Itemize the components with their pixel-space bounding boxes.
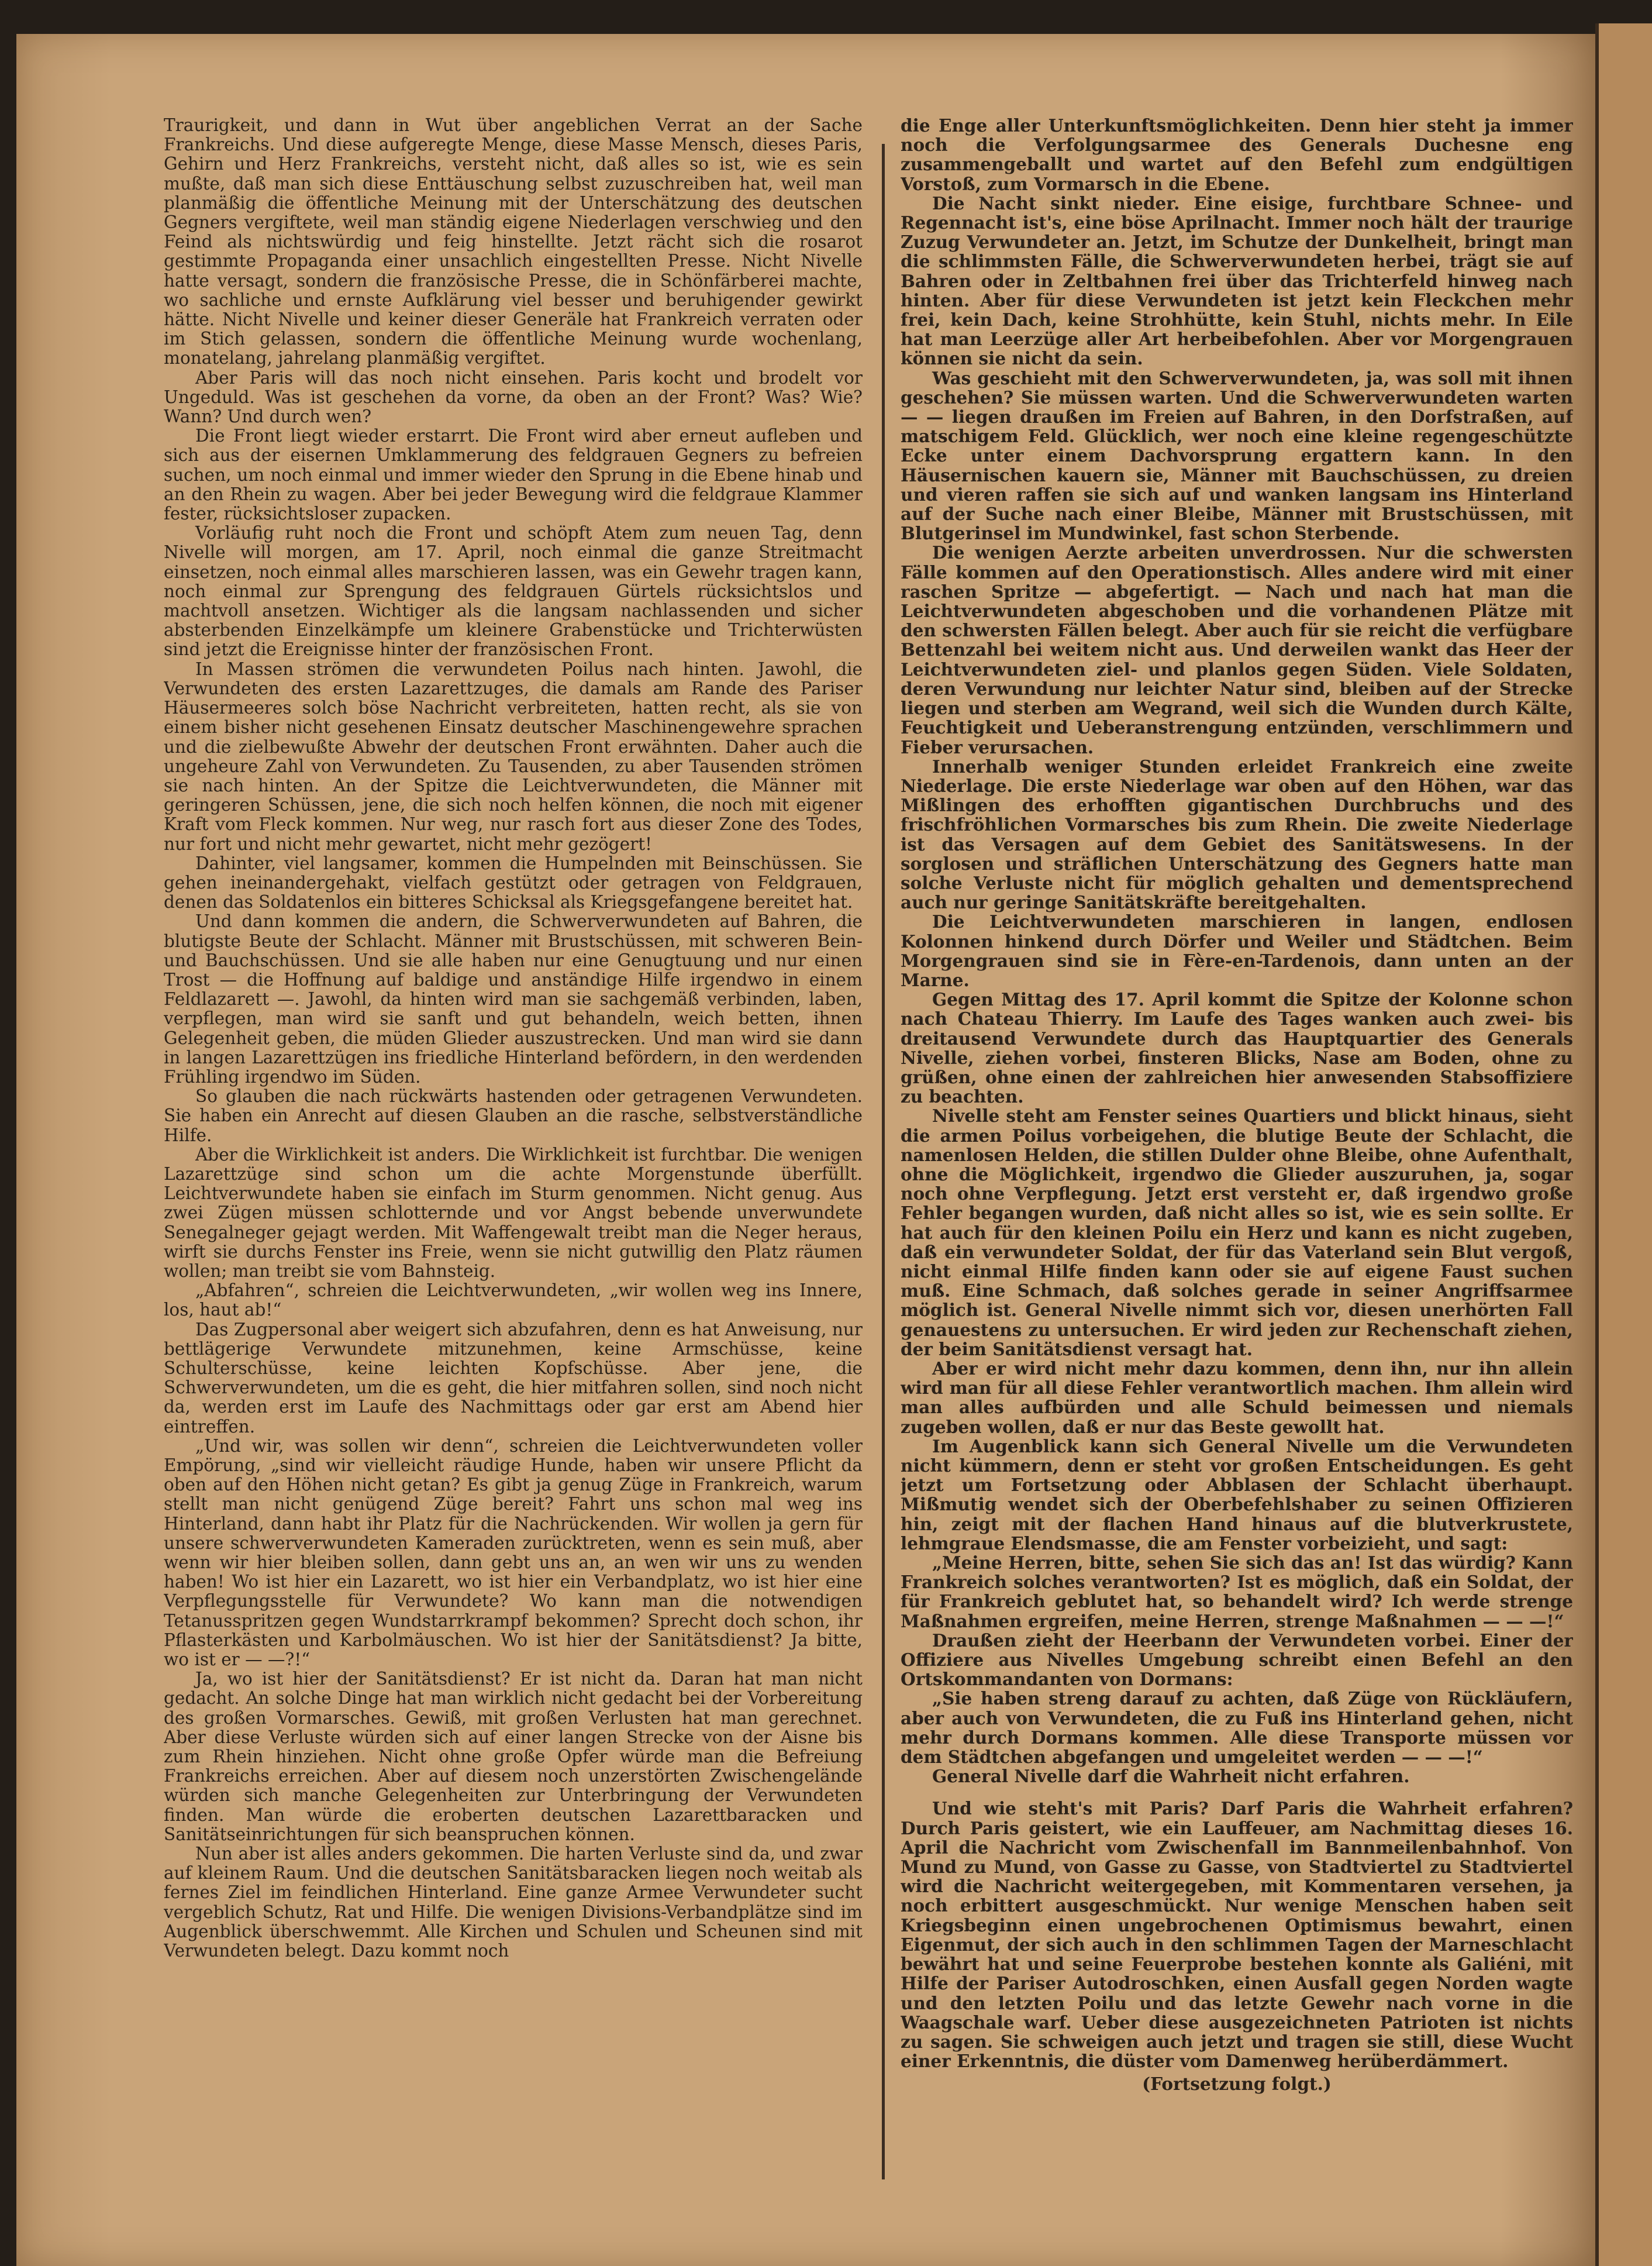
article-paragraph: „Sie haben streng darauf zu achten, daß Züge von Rückläufern, aber auch von Verwundeten, die zu Fuß ins Hinterland gehen, nicht mehr durch Dormans kommen. Alle diese Transporte müssen vor dem Städtchen abgefangen und umgeleitet werden — — —!“ — [901, 1688, 1573, 1768]
article-paragraph: Die Leichtverwundeten marschieren in langen, endlosen Kolonnen hinkend durch Dörfer und Weiler und Städtchen. Beim Morgengrauen sind sie in Fère-en-Tardenois, dann unten an der Marne. — [901, 911, 1573, 990]
article-paragraph: „Und wir, was sollen wir denn“, schreien die Leichtverwundeten voller Empörung, „sind wir vielleicht räudige Hunde, haben wir unsere Pflicht da oben auf den Höhen nicht getan? Es gibt ja genug Züge in Frankreich, warum stellt man nicht genügend Züge bereit? Fahrt uns schon mal weg ins Hinterland, dann habt ihr Platz für die Nachrückenden. Wir wollen ja gern für unsere schwerverwundeten Kameraden zurücktreten, wenn es sein muß, aber wenn wir hier bleiben sollen, dann gebt uns an, an wen wir uns zu wenden haben! Wo ist hier ein Lazarett, wo ist hier ein Verbandplatz, wo ist hier eine Verpflegungsstelle für Verwundete? Wo kann man die notwendigen Tetanusspritzen gegen Wundstarrkrampf bekommen? Sprecht doch schon, ihr Pflasterkästen und Karbolmäuschen. Wo ist hier der Sanitätsdienst? Ja bitte, wo ist er — —?!“ — [164, 1435, 863, 1670]
article-paragraph: Die Nacht sinkt nieder. Eine eisige, furchtbare Schnee- und Regennacht ist's, eine böse Aprilnacht. Immer noch hält der traurige Zuzug Verwundeter an. Jetzt, im Schutze der Dunkelheit, bringt man die schlimmsten Fälle, die Schwerverwundeten herbei, trägt sie auf Bahren oder in Zeltbahnen frei über das Trichterfeld hinweg nach hinten. Aber für diese Verwundeten ist jetzt kein Fleckchen mehr frei, kein Dach, keine Strohhütte, kein Stuhl, nichts mehr. In Eile hat man Leerzüge aller Art herbeibefohlen. Aber vor Morgengrauen können sie nicht da sein. — [901, 192, 1573, 369]
article-paragraph: So glauben die nach rückwärts hastenden oder getragenen Verwundeten. Sie haben ein Anrecht auf diesen Glauben an die rasche, selbstverständliche Hilfe. — [164, 1086, 863, 1145]
article-paragraph: Nivelle steht am Fenster seines Quartiers und blickt hinaus, sieht die armen Poilus vorbeigehen, die blutige Beute der Schlacht, die namenlosen Helden, die stillen Dulder ohne Bleibe, ohne Aufenthalt, ohne die Möglichkeit, irgendwo die Glieder auszuruhen, ja, sogar noch ohne Verpflegung. Jetzt erst versteht er, daß irgendwo große Fehler begangen wurden, daß nicht alles so ist, wie es sein sollte. Er hat auch für den kleinen Poilu ein Herz und kann es nicht zugeben, daß ein verwundeter Soldat, der für das Vaterland sein Blut vergoß, nicht einmal Hilfe finden kann oder sie auf eigene Faust suchen muß. Eine Schmach, daß solches gerade in seiner Angriffsarmee möglich ist. General Nivelle nimmt sich vor, diesen unerhörten Fall genauestens zu untersuchen. Er wird jeden zur Rechenschaft ziehen, der beim Sanitätsdienst versagt hat. — [901, 1106, 1573, 1359]
article-paragraph: die Enge aller Unterkunftsmöglichkeiten. Denn hier steht ja immer noch die Verfolgungsarmee des Generals Duchesne eng zusammengeballt und wartet auf den Befehl zum endgültigen Vorstoß, zum Vormarsch in die Ebene. — [901, 116, 1573, 194]
article-paragraph: „Meine Herren, bitte, sehen Sie sich das an! Ist das würdig? Kann Frankreich solches verantworten? Ist es möglich, daß ein Soldat, der für Frankreich geblutet hat, so behandelt wird? Ich werde strenge Maßnahmen ergreifen, meine Herren, strenge Maßnahmen — — —!“ — [901, 1552, 1573, 1631]
article-paragraph: Aber er wird nicht mehr dazu kommen, denn ihn, nur ihn allein wird man für all diese Fehler verantwortlich machen. Ihm allein wird man alles aufbürden und alle Schuld beimessen und niemals zugeben wollen, daß er nur das Beste gewollt hat. — [901, 1358, 1573, 1437]
article-paragraph: Was geschieht mit den Schwerverwundeten, ja, was soll mit ihnen geschehen? Sie müssen warten. Und die Schwerverwundeten warten — — liegen draußen im Freien auf Bahren, in den Dorfstraßen, auf matschigem Feld. Glücklich, wer noch eine kleine regengeschützte Ecke unter einem Dachvorsprung ergattern kann. In den Häusernischen kauern sie, Männer mit Bauchschüssen, zu dreien und vieren raffen sie sich auf und wanken langsam ins Hinterland auf der Suche nach einer Bleibe, Männer mit Brustschüssen, mit Blutgerinsel im Mundwinkel, fast schon Sterbende. — [901, 367, 1573, 544]
article-paragraph: Innerhalb weniger Stunden erleidet Frankreich eine zweite Niederlage. Die erste Niederlage war oben auf den Höhen, war das Mißlingen des erhofften gigantischen Durchbruchs und des frischfröhlichen Vormarsches bis zum Rhein. Die zweite Niederlage ist das Versagen auf dem Gebiet des Sanitätswesens. In der sorglosen und sträflichen Unterschätzung des Gegners hatte man solche Verluste nicht für möglich gehalten und dementsprechend auch nur geringe Sanitätskräfte bereitgehalten. — [901, 756, 1573, 913]
article-paragraph: (Fortsetzung folgt.) — [1142, 2074, 1332, 2095]
article-paragraph: Und dann kommen die andern, die Schwerverwundeten auf Bahren, die blutigste Beute der Schlacht. Männer mit Brustschüssen, mit schweren Bein- und Bauchschüssen. Und sie alle haben nur eine Genugtuung und nur einen Trost — die Hoffnung auf baldige und anständige Hilfe irgendwo in einem Feldlazarett —. Jawohl, da hinten wird man sie sachgemäß verbinden, laben, verpflegen, man wird sie sanft und gut behandeln, weich betten, ihnen Gelegenheit geben, die müden Glieder auszustrecken. Und man wird sie dann in langen Lazarettzügen ins friedliche Hinterland befördern, in den werdenden Frühling irgendwo im Süden. — [164, 911, 863, 1087]
adjacent-page-edge — [1595, 23, 1652, 2266]
article-paragraph: Draußen zieht der Heerbann der Verwundeten vorbei. Einer der Offiziere aus Nivelles Umgebung schreibt einen Befehl an den Ortskommandanten von Dormans: — [901, 1630, 1573, 1690]
article-paragraph: Aber Paris will das noch nicht einsehen. Paris kocht und brodelt vor Ungeduld. Was ist geschehen da vorne, da oben an der Front? Was? Wie? Wann? Und durch wen? — [164, 367, 863, 427]
article-paragraph: Ja, wo ist hier der Sanitätsdienst? Er ist nicht da. Daran hat man nicht gedacht. An solche Dinge hat man wirklich nicht gedacht bei der Vorbereitung des großen Vormarsches. Gewiß, mit großen Verlusten hat man gerechnet. Aber diese Verluste würden sich auf einer langen Strecke von der Aisne bis zum Rhein hinziehen. Nicht ohne große Opfer würde man die Befreiung Frankreichs erreichen. Aber auf diesem noch unzerstörten Zwischengelände würden sich manche Gelegenheiten zur Unterbringung der Verwundeten finden. Man würde die eroberten deutschen Lazarettbaracken und Sanitätseinrichtungen für sich beanspruchen können. — [164, 1669, 863, 1844]
article-paragraph: Dahinter, viel langsamer, kommen die Humpelnden mit Beinschüssen. Sie gehen ineinandergehakt, vielfach gestützt oder getragen von Feldgrauen, denen das Soldatenlos ein bitteres Schicksal als Kriegsgefangene bereitet hat. — [164, 853, 863, 912]
article-paragraph: Aber die Wirklichkeit ist anders. Die Wirklichkeit ist furchtbar. Die wenigen Lazarettzüge sind schon um die achte Morgenstunde überfüllt. Leichtverwundete haben sie einfach im Sturm genommen. Nicht genug. Aus zwei Zügen müssen schlotternde und vor Angst bebende unverwundete Senegalneger gejagt werden. Mit Waffengewalt treibt man die Neger heraus, wirft sie durchs Fenster ins Freie, wenn sie nicht gutwillig den Platz räumen wollen; man treibt sie vom Bahnsteig. — [164, 1144, 863, 1281]
article-paragraph: „Abfahren“, schreien die Leichtverwundeten, „wir wollen weg ins Innere, los, haut ab!“ — [164, 1280, 863, 1320]
article-paragraph: Gegen Mittag des 17. April kommt die Spitze der Kolonne schon nach Chateau Thierry. Im Laufe des Tages wanken auch zwei- bis dreitausend Verwundete durch das Hauptquartier des Generals Nivelle, ziehen vorbei, finsteren Blicks, Nase am Boden, ohne zu grüßen, ohne einen der zahlreichen hier anwesenden Stabsoffiziere zu beachten. — [901, 989, 1573, 1107]
article-paragraph: Das Zugpersonal aber weigert sich abzufahren, denn es hat Anweisung, nur bettlägerige Verwundete mitzunehmen, keine Armschüsse, keine Schulterschüsse, keine leichten Kopfschüsse. Aber jene, die Schwerverwundeten, um die es geht, die hier mitfahren sollen, sind noch nicht da, werden erst im Laufe des Nachmittags oder gar erst am Abend hier eintreffen. — [164, 1319, 863, 1437]
article-column-right — [901, 116, 1573, 2175]
article-paragraph: In Massen strömen die verwundeten Poilus nach hinten. Jawohl, die Verwundeten des ersten Lazarettzuges, die damals am Rande des Pariser Häusermeeres solch böse Nachricht verbreiteten, hatten recht, als sie von einem bisher nicht gesehenen Einsatz deutscher Maschinengewehre sprachen und die zielbewußte Abwehr der deutschen Front erwähnten. Daher auch die ungeheure Zahl von Verwundeten. Zu Tausenden, zu aber Tausenden strömen sie nach hinten. An der Spitze die Leichtverwundeten, die Männer mit geringeren Schüssen, jene, die sich noch helfen können, die noch mit eigener Kraft vom Fleck kommen. Nur weg, nur rasch fort aus dieser Zone des Todes, nur fort und nicht mehr gewartet, nicht mehr gezögert! — [164, 659, 863, 854]
article-column-left — [164, 116, 863, 2175]
article-paragraph: Nun aber ist alles anders gekommen. Die harten Verluste sind da, und zwar auf kleinem Raum. Und die deutschen Sanitätsbaracken liegen noch weitab als fernes Ziel im feindlichen Hinterland. Eine ganze Armee Verwundeter sucht vergeblich Schutz, Rat und Hilfe. Die wenigen Divisions-Verbandplätze sind im Augenblick überschwemmt. Alle Kirchen und Schulen und Scheunen sind mit Verwundeten belegt. Dazu kommt noch — [164, 1844, 863, 1961]
article-paragraph: Die Front liegt wieder erstarrt. Die Front wird aber erneut aufleben und sich aus der eisernen Umklammerung des feldgrauen Gegners zu befreien suchen, um noch einmal und immer wieder den Sprung in die Ebene hinab und an den Rhein zu wagen. Aber bei jeder Bewegung wird die feldgraue Klammer fester, rücksichtsloser zupacken. — [164, 426, 863, 524]
article-paragraph: Und wie steht's mit Paris? Darf Paris die Wahrheit erfahren? Durch Paris geistert, wie ein Lauffeuer, am Nachmittag dieses 16. April die Nachricht vom Zwischenfall im Bannmeilenbahnhof. Von Mund zu Mund, von Gasse zu Gasse, von Stadtviertel zu Stadtviertel wird die Nachricht weitergegeben, mit Kommentaren versehen, ja noch erbittert ausgeschmückt. Nur wenige Menschen haben seit Kriegsbeginn einen ungebrochenen Optimismus bewahrt, einen Eigenmut, der sich auch in den schlimmen Tagen der Marneschlacht bewährt hat und seine Feuerprobe bestehen konnte als Galiéni, mit Hilfe der Pariser Autodroschken, einen Ausfall gegen Norden wagte und den letzten Poilu und das letzte Gewehr nach vorne in die Waagschale warf. Ueber diese ausgezeichneten Patrioten ist nichts zu sagen. Sie schweigen auch jetzt und tragen sie still, diese Wucht einer Erkenntnis, die düster vom Damenweg herüberdämmert. — [901, 1798, 1573, 2072]
article-paragraph: Traurigkeit, und dann in Wut über angeblichen Verrat an der Sache Frankreichs. Und diese aufgeregte Menge, diese Masse Mensch, dieses Paris, Gehirn und Herz Frankreichs, versteht nicht, daß alles so ist, wie es sein mußte, daß man sich diese Enttäuschung selbst zuzuschreiben hat, weil man planmäßig die öffentliche Meinung mit der Unterschätzung des deutschen Gegners vergiftete, weil man ständig eigene Niederlagen verschwieg und den Feind als nichtswürdig und feig hinstellte. Jetzt rächt sich die rosarot gestimmte Propaganda einer unsachlich eingestellten Presse. Nicht Nivelle hatte versagt, sondern die französische Presse, die in Schönfärberei machte, wo sachliche und ernste Aufklärung viel besser und beruhigender gewirkt hätte. Nicht Nivelle und keiner dieser Generäle hat Frankreich verraten oder im Stich gelassen, sondern die öffentliche Meinung wurde wochenlang, monatelang, jahrelang planmäßig vergiftet. — [164, 116, 863, 369]
article-paragraph: Die wenigen Aerzte arbeiten unverdrossen. Nur die schwersten Fälle kommen auf den Operationstisch. Alles andere wird mit einer raschen Spritze — abgefertigt. — Nach und nach hat man die Leichtverwundeten abgeschoben und die vorhandenen Plätze mit den schwersten Fällen belegt. Aber auch für sie reicht die verfügbare Bettenzahl bei weitem nicht aus. Und derweilen wankt das Heer der Leichtverwundeten ziel- und planlos gegen Süden. Viele Soldaten, deren Verwundung nur leichter Natur sind, bleiben auf der Strecke liegen und sterben am Wegrand, weil sich die Wunden durch Kälte, Feuchtigkeit und Ueberanstrengung entzünden, verschlimmern und Fieber verursachen. — [901, 542, 1573, 757]
column-divider — [882, 144, 885, 2179]
article-paragraph: General Nivelle darf die Wahrheit nicht erfahren. — [932, 1766, 1410, 1787]
article-paragraph: Vorläufig ruht noch die Front und schöpft Atem zum neuen Tag, denn Nivelle will morgen, am 17. April, noch einmal die ganze Streitmacht einsetzen, noch einmal alles marschieren lassen, was ein Gewehr tragen kann, noch einmal zur Sprengung des feldgrauen Gürtels rücksichtslos und machtvoll ansetzen. Wichtiger als die langsam nachlassenden und sicher absterbenden Einzelkämpfe um kleinere Grabenstücke und Trichterwüsten sind jetzt die Ereignisse hinter der französischen Front. — [164, 523, 863, 660]
article-paragraph: Im Augenblick kann sich General Nivelle um die Verwundeten nicht kümmern, denn er steht vor großen Entscheidungen. Es geht jetzt um Fortsetzung oder Abblasen der Schlacht überhaupt. Mißmutig wendet sich der Oberbefehlshaber zu seinen Offizieren hin, zeigt mit der flachen Hand hinaus auf die blutverkrustete, lehmgraue Elendsmasse, die am Fenster vorbeizieht, und sagt: — [901, 1435, 1573, 1554]
